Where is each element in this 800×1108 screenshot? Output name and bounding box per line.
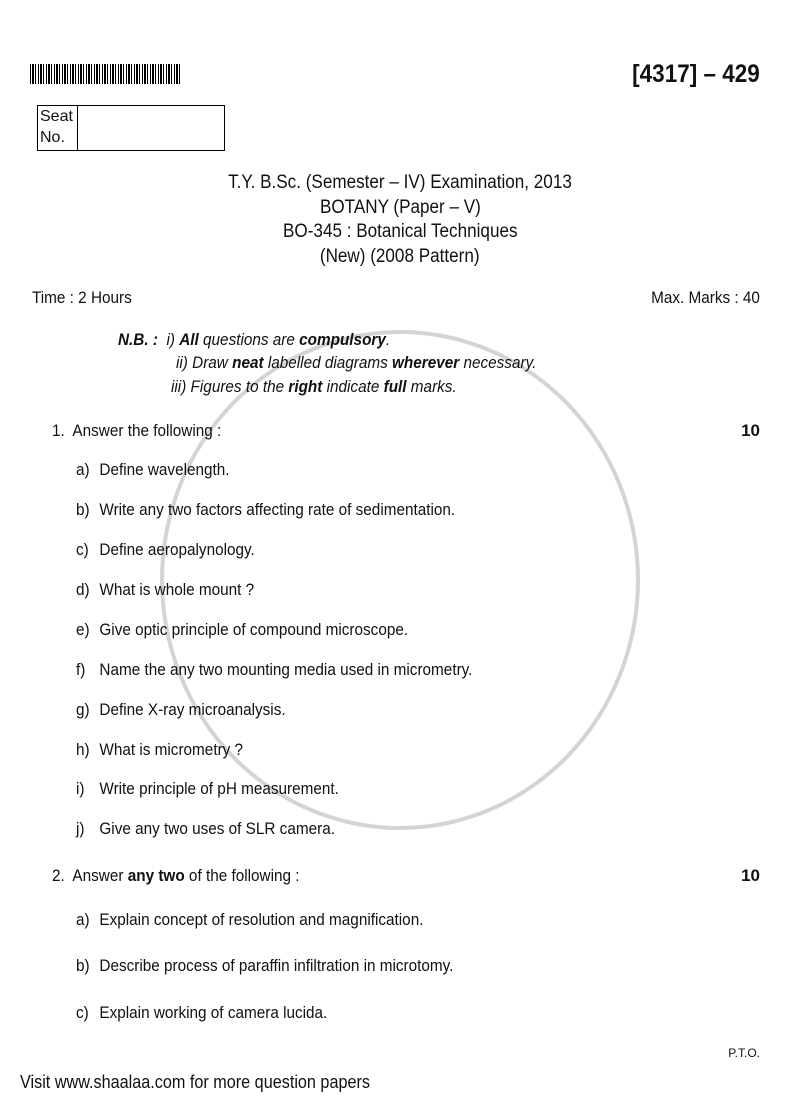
- question-item: [76, 500, 497, 520]
- subject-title: BOTANY (Paper – V): [319, 197, 481, 218]
- question-item: [76, 910, 462, 930]
- question-1-marks: 10: [741, 421, 760, 440]
- item-letter: e): [76, 620, 90, 639]
- question-2-marks: 10: [741, 866, 760, 885]
- item-text: Explain concept of resolution and magnification.: [99, 910, 424, 929]
- seat-number-label: Seat No.: [38, 106, 78, 150]
- item-text: Define X-ray microanalysis.: [99, 700, 286, 719]
- question-item: [76, 620, 445, 640]
- max-marks-label: Max. Marks : 40: [651, 288, 760, 307]
- paper-code: [4317] – 429: [632, 60, 760, 88]
- item-letter: g): [76, 700, 90, 719]
- question-item: [76, 740, 262, 760]
- note-3: iii) Figures to the right indicate full marks.: [171, 377, 457, 396]
- question-item: [76, 660, 516, 680]
- item-letter: i): [76, 779, 85, 798]
- item-text: Write any two factors affecting rate of sedimentation.: [99, 500, 456, 519]
- item-text: Explain working of camera lucida.: [99, 1003, 328, 1022]
- note-1: N.B. : i) All questions are compulsory.: [118, 330, 391, 349]
- question-item: [76, 700, 309, 720]
- item-text: Define aeropalynology.: [99, 540, 255, 559]
- item-letter: c): [76, 540, 89, 559]
- item-letter: d): [76, 580, 90, 599]
- note-2: ii) Draw neat labelled diagrams wherever necessary.: [176, 353, 537, 372]
- barcode: [30, 64, 180, 84]
- seat-number-box: [37, 105, 225, 151]
- item-letter: f): [76, 660, 86, 679]
- item-letter: c): [76, 1003, 89, 1022]
- item-text: Define wavelength.: [99, 460, 230, 479]
- pto-label: P.T.O.: [728, 1046, 760, 1060]
- question-item: [76, 1003, 355, 1023]
- item-text: What is whole mount ?: [99, 580, 255, 599]
- question-item: [76, 540, 275, 560]
- question-item: [76, 580, 274, 600]
- question-1: 1. Answer the following :: [52, 421, 222, 440]
- item-text: Describe process of paraffin infiltration in microtomy.: [99, 956, 454, 975]
- question-item: [76, 819, 364, 839]
- item-letter: h): [76, 740, 90, 759]
- exam-title: T.Y. B.Sc. (Semester – IV) Examination, 2013: [228, 172, 572, 193]
- time-label: Time : 2 Hours: [32, 288, 132, 307]
- item-letter: b): [76, 956, 90, 975]
- item-text: What is micrometry ?: [99, 740, 244, 759]
- item-letter: a): [76, 910, 90, 929]
- footer-text: Visit www.shaalaa.com for more question papers: [20, 1072, 370, 1092]
- question-item: [76, 779, 368, 799]
- pattern-title: (New) (2008 Pattern): [320, 246, 480, 267]
- question-item: [76, 460, 247, 480]
- item-letter: b): [76, 500, 90, 519]
- item-text: Give any two uses of SLR camera.: [99, 819, 335, 838]
- item-text: Give optic principle of compound microscope.: [99, 620, 409, 639]
- item-letter: a): [76, 460, 90, 479]
- item-text: Write principle of pH measurement.: [99, 779, 339, 798]
- question-item: [76, 956, 495, 976]
- item-text: Name the any two mounting media used in micrometry.: [99, 660, 473, 679]
- course-title: BO-345 : Botanical Techniques: [282, 221, 518, 242]
- item-letter: j): [76, 819, 85, 838]
- question-2: 2. Answer any two of the following :: [52, 866, 300, 885]
